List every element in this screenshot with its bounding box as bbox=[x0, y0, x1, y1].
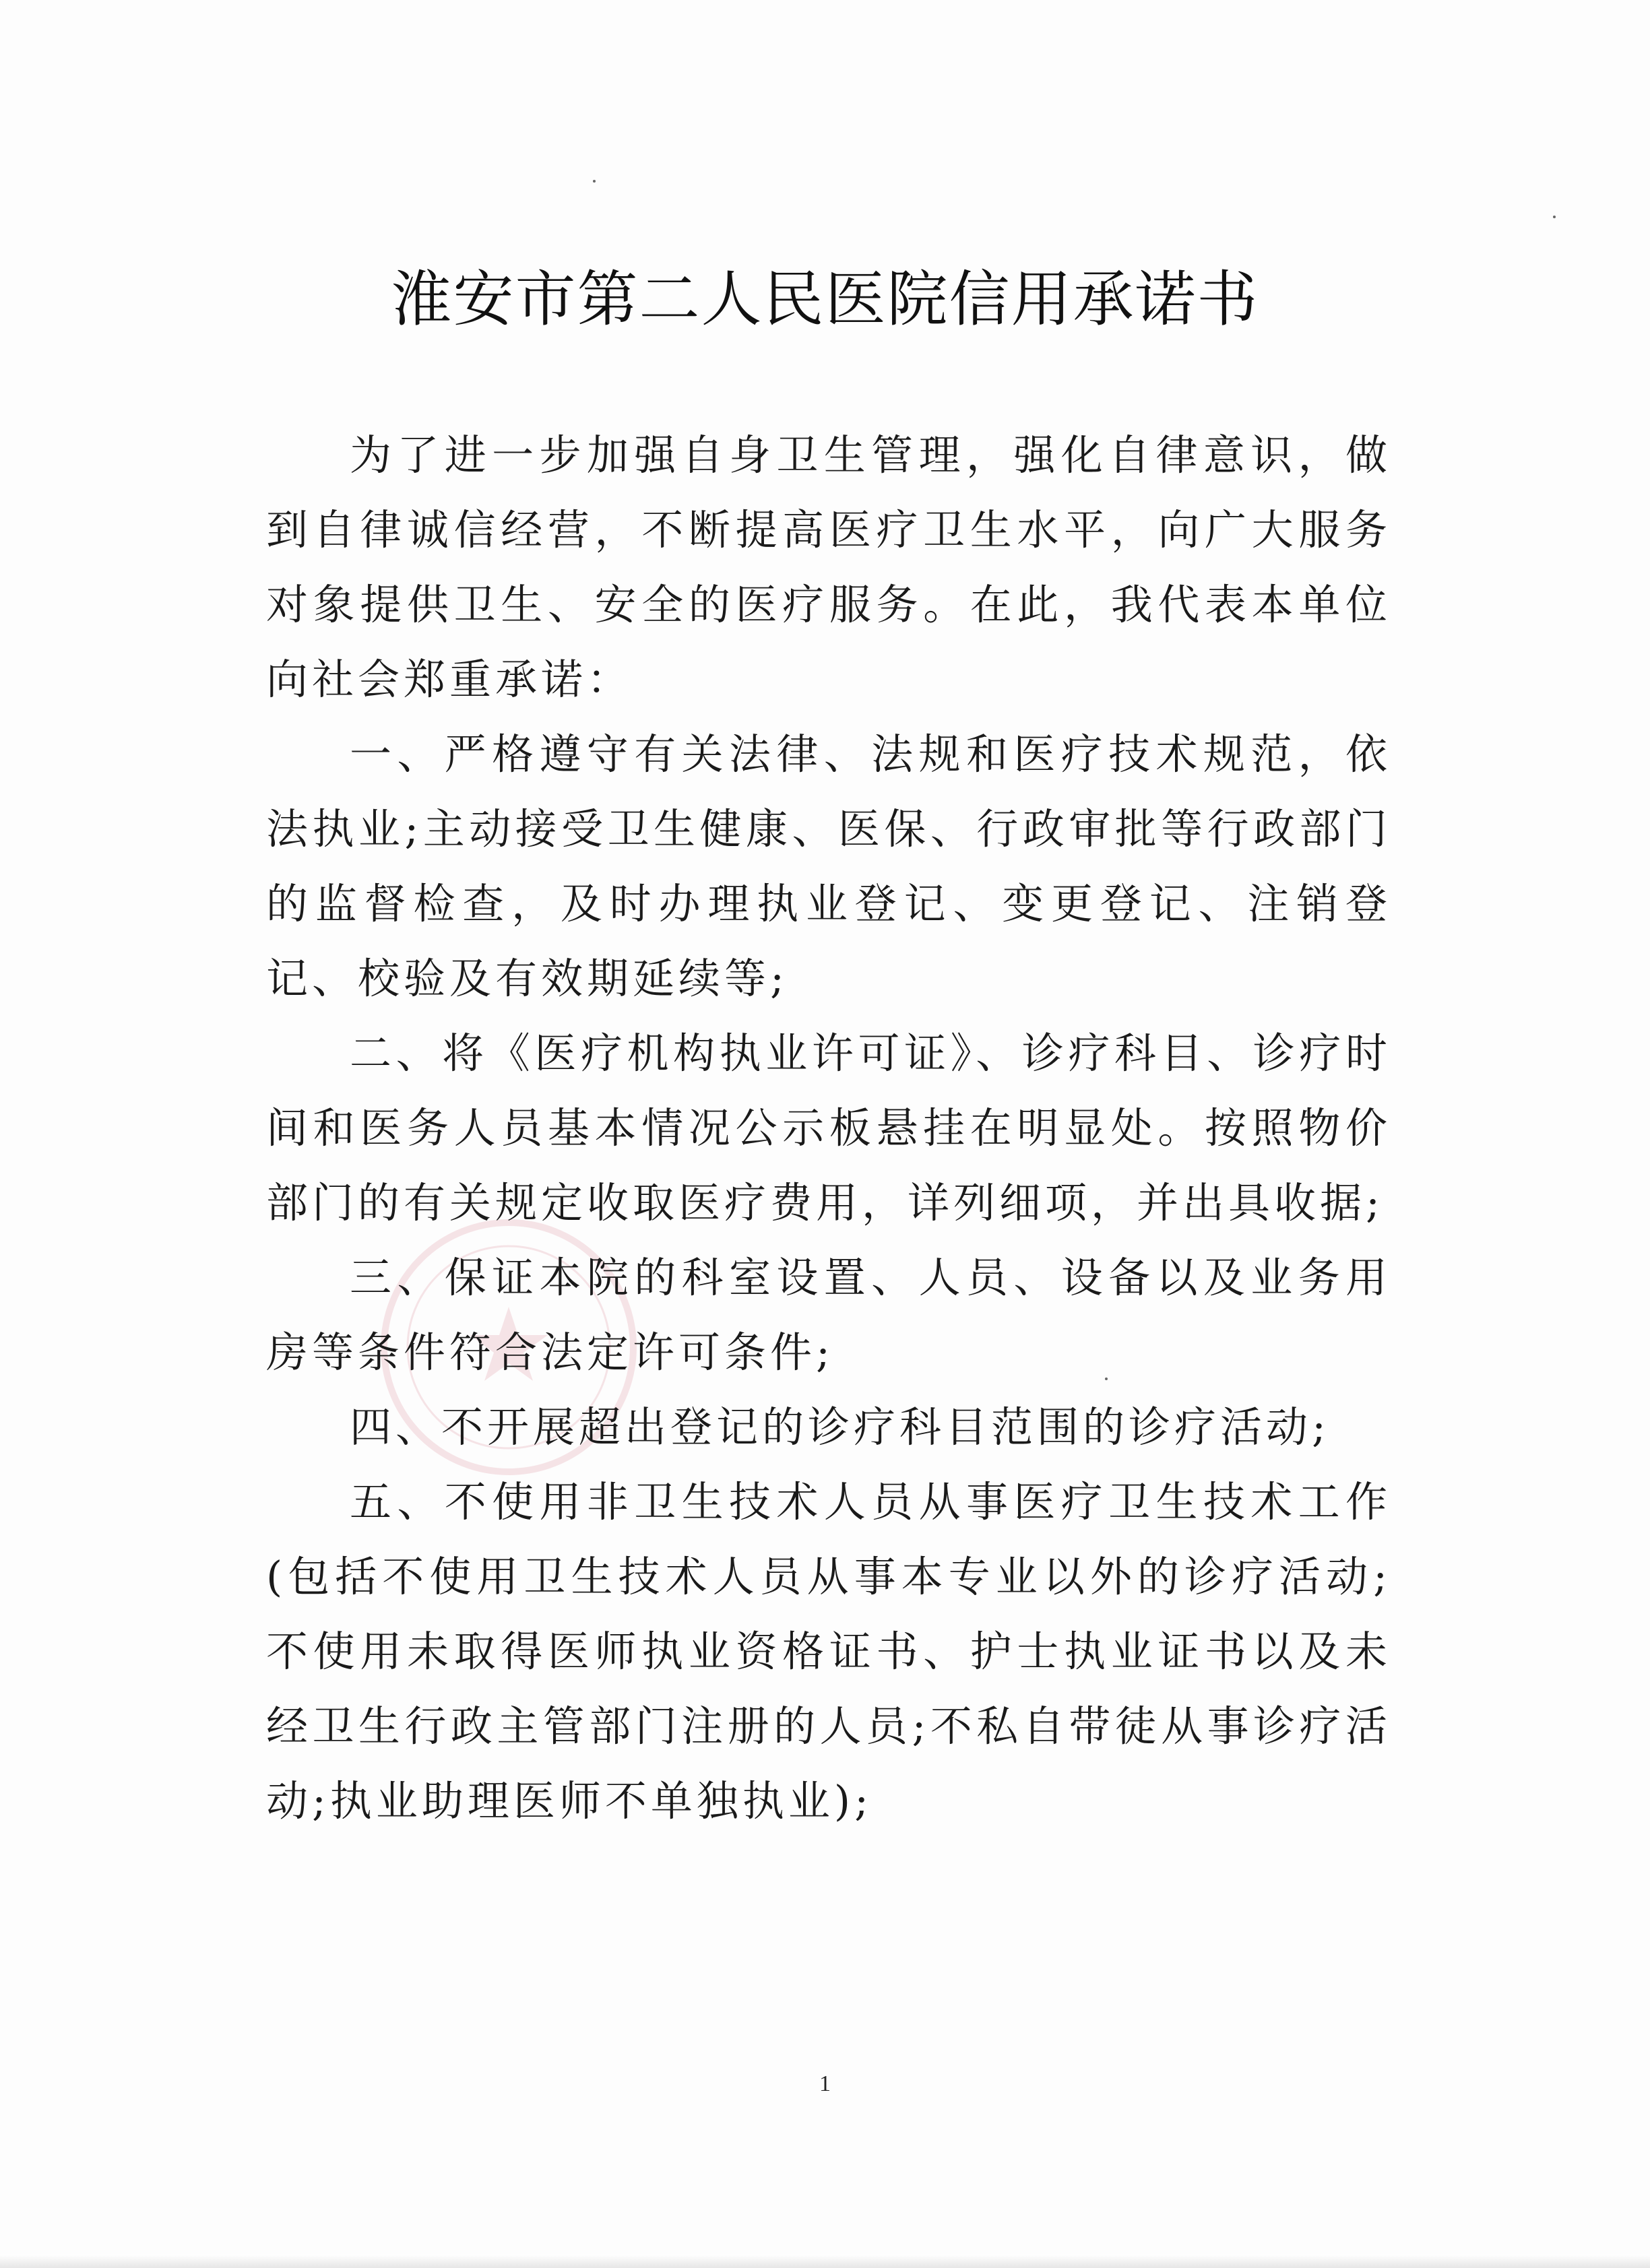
clause-4-paragraph: 四、不开展超出登记的诊疗科目范围的诊疗活动; bbox=[350, 1402, 1330, 1452]
scan-speck bbox=[1553, 216, 1556, 218]
document-title: 淮安市第二人民医院信用承诺书 bbox=[391, 264, 1259, 335]
clause-2-paragraph: 二、将《医疗机构执业许可证》、诊疗科目、诊疗时间和医务人员基本情况公示板悬挂在明显处。按照物价部门的有关规定收取医疗费用，详列细项，并出具收据; bbox=[266, 1029, 1391, 1227]
clause-1-paragraph: 一、严格遵守有关法律、法规和医疗技术规范，依法执业;主动接受卫生健康、医保、行政审批等行政部门的监督检查，及时办理执业登记、变更登记、注销登记、校验及有效期延续等; bbox=[266, 730, 1391, 1003]
scan-speck bbox=[593, 180, 596, 183]
document-body bbox=[266, 418, 1391, 1838]
scan-bottom-edge bbox=[0, 2255, 1650, 2268]
clause-3-paragraph: 三、保证本院的科室设置、人员、设备以及业务用房等条件符合法定许可条件; bbox=[266, 1253, 1391, 1377]
page-number: 1 bbox=[819, 2071, 831, 2096]
intro-paragraph: 为了进一步加强自身卫生管理，强化自律意识，做到自律诚信经营，不断提高医疗卫生水平，向广大服务对象提供卫生、安全的医疗服务。在此，我代表本单位向社会郑重承诺： bbox=[266, 430, 1391, 704]
clause-5-paragraph: 五、不使用非卫生技术人员从事医疗卫生技术工作(包括不使用卫生技术人员从事本专业以外的诊疗活动;不使用未取得医师执业资格证书、护士执业证书以及未经卫生行政主管部门注册的人员;不私自带徒从事诊疗活动;执业助理医师不单独执业); bbox=[266, 1477, 1391, 1825]
scan-speck bbox=[1105, 1378, 1108, 1380]
